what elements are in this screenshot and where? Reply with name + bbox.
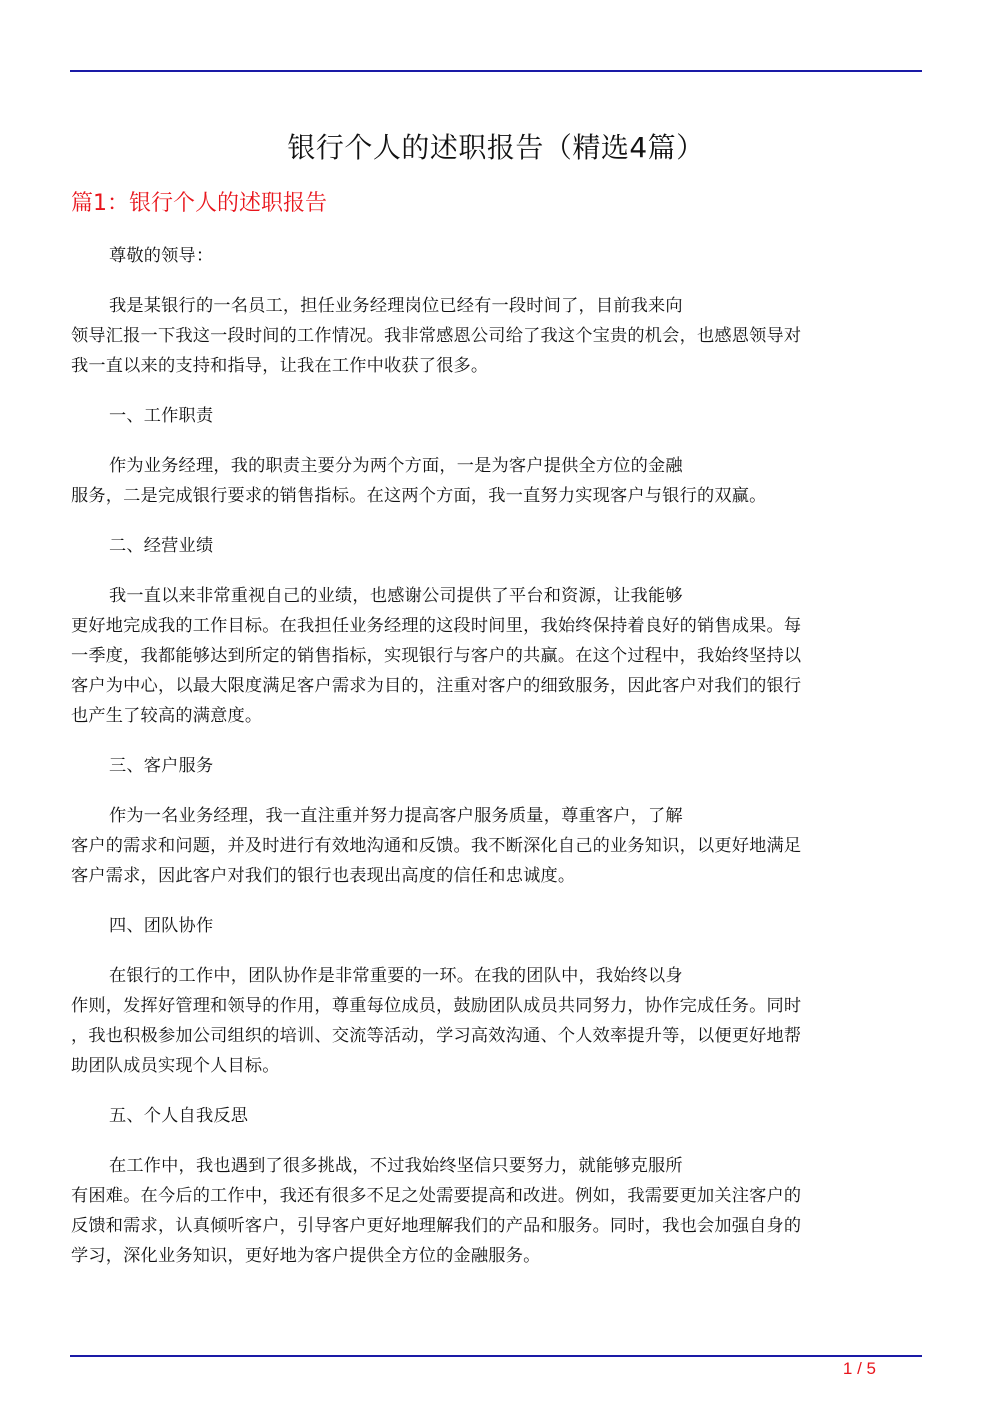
footer-rule [70,1355,922,1357]
header-rule [70,70,922,72]
subheading-teamwork [71,911,923,941]
paragraph-customer-service [71,801,923,891]
text-line: 客户为中心，以最大限度满足客户需求为目的，注重对客户的细致服务，因此客户对我们的银行 [71,676,802,696]
text-line: ，我也积极参加公司组织的培训、交流等活动，学习高效沟通、个人效率提升等，以便更好地帮 [71,1026,802,1046]
subheading-text: 二、经营业绩 [109,536,214,556]
subheading-performance [71,531,923,561]
text-line: 作为业务经理，我的职责主要分为两个方面，一是为客户提供全方位的金融 [109,456,683,476]
subheading-text: 三、客户服务 [109,756,214,776]
subheading-responsibilities [71,401,923,431]
text-line: 领导汇报一下我这一段时间的工作情况。我非常感恩公司给了我这个宝贵的机会，也感恩领导对 [71,326,802,346]
text-line: 反馈和需求，认真倾听客户，引导客户更好地理解我们的产品和服务。同时，我也会加强自身的 [71,1216,802,1236]
document-title: 银行个人的述职报告（精选4篇） [287,131,705,164]
document-body [71,241,923,1291]
salutation [71,241,923,271]
page-number: 1 / 5 [842,1359,876,1378]
paragraph-self-reflection [71,1151,923,1271]
section-heading: 篇1：银行个人的述职报告 [71,191,327,216]
subheading-text: 一、工作职责 [109,406,214,426]
text-line: 我一直以来非常重视自己的业绩，也感谢公司提供了平台和资源，让我能够 [109,586,683,606]
subheading-text: 四、团队协作 [109,916,214,936]
text-line: 一季度，我都能够达到所定的销售指标，实现银行与客户的共赢。在这个过程中，我始终坚持以 [71,646,802,666]
text-line: 在银行的工作中，团队协作是非常重要的一环。在我的团队中，我始终以身 [109,966,683,986]
text-line: 作为一名业务经理，我一直注重并努力提高客户服务质量，尊重客户，了解 [109,806,683,826]
text-line: 服务，二是完成银行要求的销售指标。在这两个方面，我一直努力实现客户与银行的双赢。 [71,486,767,506]
text-line: 更好地完成我的工作目标。在我担任业务经理的这段时间里，我始终保持着良好的销售成果。每 [71,616,802,636]
subheading-customer-service [71,751,923,781]
text-line: 我一直以来的支持和指导，让我在工作中收获了很多。 [71,356,489,376]
text-line: 也产生了较高的满意度。 [71,706,263,726]
paragraph-teamwork [71,961,923,1081]
paragraph-responsibilities [71,451,923,511]
text-line: 作则，发挥好管理和领导的作用，尊重每位成员，鼓励团队成员共同努力，协作完成任务。同时 [71,996,802,1016]
text-line: 在工作中，我也遇到了很多挑战，不过我始终坚信只要努力，就能够克服所 [109,1156,683,1176]
text-line: 我是某银行的一名员工，担任业务经理岗位已经有一段时间了，目前我来向 [109,296,683,316]
text-line: 有困难。在今后的工作中，我还有很多不足之处需要提高和改进。例如，我需要更加关注客户的 [71,1186,802,1206]
text-line: 学习，深化业务知识，更好地为客户提供全方位的金融服务。 [71,1246,541,1266]
subheading-self-reflection [71,1101,923,1131]
paragraph-intro [71,291,923,381]
text-line: 客户需求，因此客户对我们的银行也表现出高度的信任和忠诚度。 [71,866,576,886]
paragraph-performance [71,581,923,731]
text-line: 客户的需求和问题，并及时进行有效地沟通和反馈。我不断深化自己的业务知识，以更好地满足 [71,836,802,856]
subheading-text: 五、个人自我反思 [109,1106,249,1126]
text-line: 助团队成员实现个人目标。 [71,1056,280,1076]
text-line: 尊敬的领导： [109,246,214,266]
